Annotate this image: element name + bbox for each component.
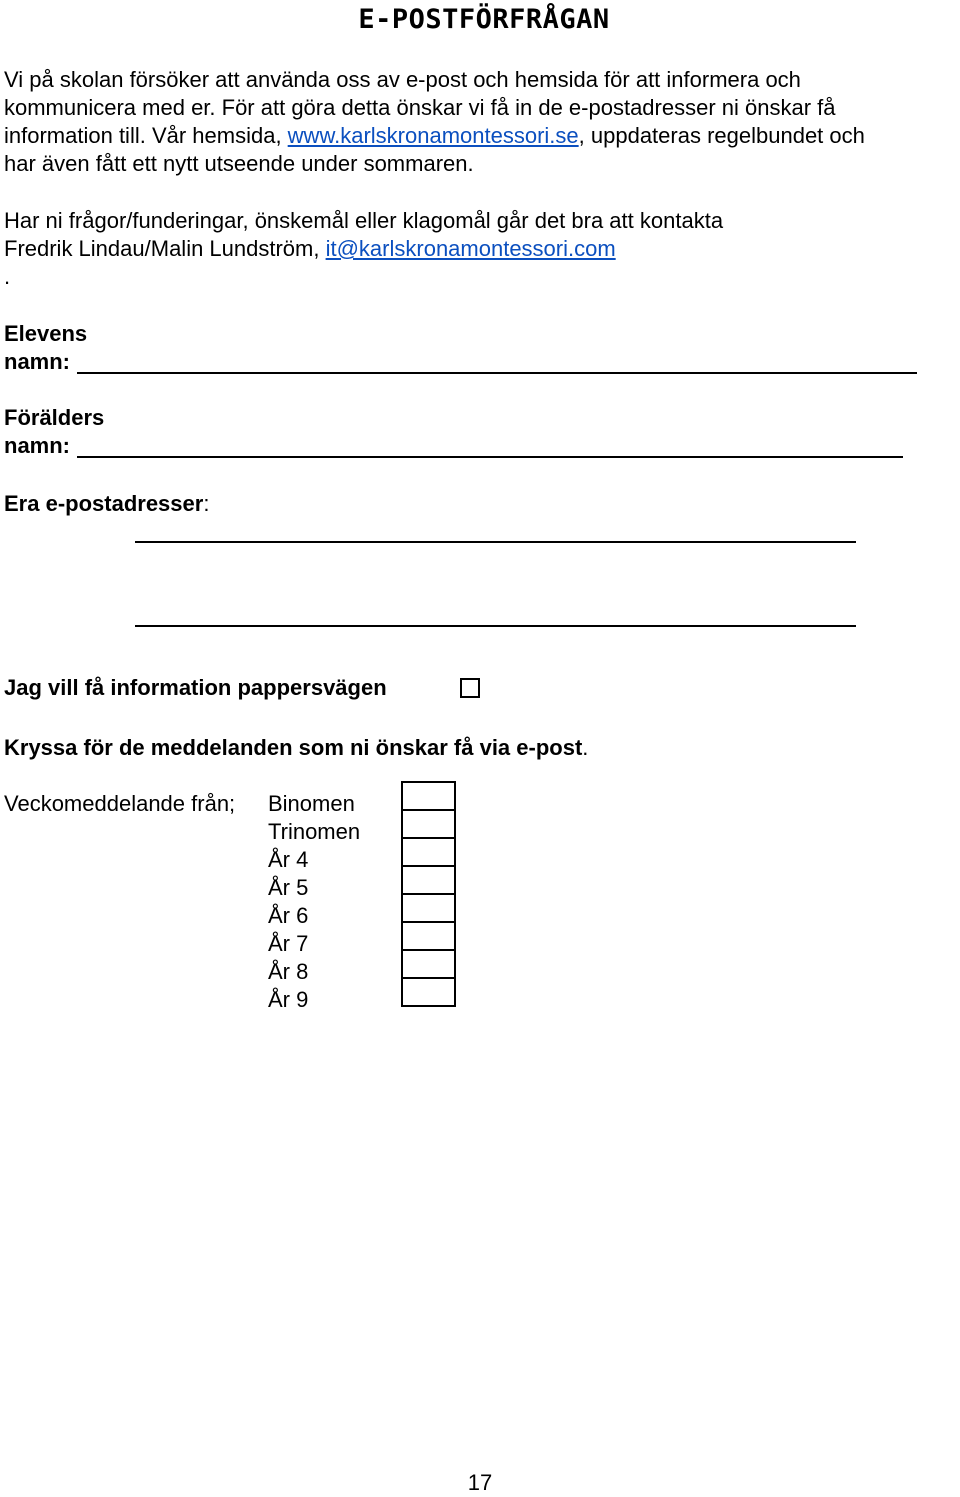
option-binomen: Binomen [268,791,355,816]
options-checkbox-grid [401,781,456,1007]
option-year-5: År 5 [268,875,309,900]
contact-line-2-start: Fredrik Lindau/Malin Lundström, [4,236,326,261]
checkbox-year-7[interactable] [402,922,455,950]
intro-line-3-start: information till. Vår hemsida, [4,123,288,148]
page-title: E-POSTFÖRFRÅGAN [358,4,610,35]
intro-line-1: Vi på skolan försöker att använda oss av e-post och hemsida för att informera och [4,67,801,92]
checkbox-year-8[interactable] [402,950,455,978]
intro-line-4: har även fått ett nytt utseende under sommaren. [4,151,474,176]
checkbox-year-6[interactable] [402,894,455,922]
checkbox-year-9[interactable] [402,978,455,1006]
option-year-9: År 9 [268,987,309,1012]
email-link[interactable]: it@karlskronamontessori.com [325,236,616,261]
checkbox-year-4[interactable] [402,838,455,866]
parent-name-label-2: namn: [4,433,70,458]
paper-info-checkbox[interactable] [460,678,480,698]
student-name-field[interactable] [77,372,917,374]
email-address-field-1[interactable] [135,541,856,543]
contact-line-2 [4,235,616,263]
checkbox-year-5[interactable] [402,866,455,894]
intro-line-2: kommunicera med er. För att göra detta önskar vi få in de e-postadresser ni önskar få [4,95,836,120]
contact-line-1: Har ni frågor/funderingar, önskemål eller klagomål går det bra att kontakta [4,208,724,233]
option-year-6: År 6 [268,903,309,928]
check-instruction [4,734,588,762]
check-instruction-text: Kryssa för de meddelanden som ni önskar få via e-post [4,735,583,760]
check-instruction-period: . [582,735,589,760]
page-number: 17 [467,1470,493,1495]
contact-period: . [4,264,11,289]
parent-name-label-1: Förälders [4,405,105,430]
option-trinomen: Trinomen [268,819,361,844]
checkbox-binomen[interactable] [402,782,455,810]
parent-name-field[interactable] [77,456,903,458]
email-addresses-colon: : [203,491,210,516]
email-addresses-label [4,490,209,518]
option-year-7: År 7 [268,931,309,956]
option-year-4: År 4 [268,847,309,872]
weekly-message-label: Veckomeddelande från; [4,791,236,816]
intro-line-3-end: , uppdateras regelbundet och [578,123,865,148]
email-addresses-text: Era e-postadresser [4,491,204,516]
email-address-field-2[interactable] [135,625,856,627]
student-name-label-2: namn: [4,349,70,374]
website-link[interactable]: www.karlskronamontessori.se [287,123,579,148]
option-year-8: År 8 [268,959,309,984]
paper-info-label: Jag vill få information pappersvägen [4,675,387,700]
student-name-label-1: Elevens [4,321,88,346]
checkbox-trinomen[interactable] [402,810,455,838]
intro-line-3 [4,122,865,150]
